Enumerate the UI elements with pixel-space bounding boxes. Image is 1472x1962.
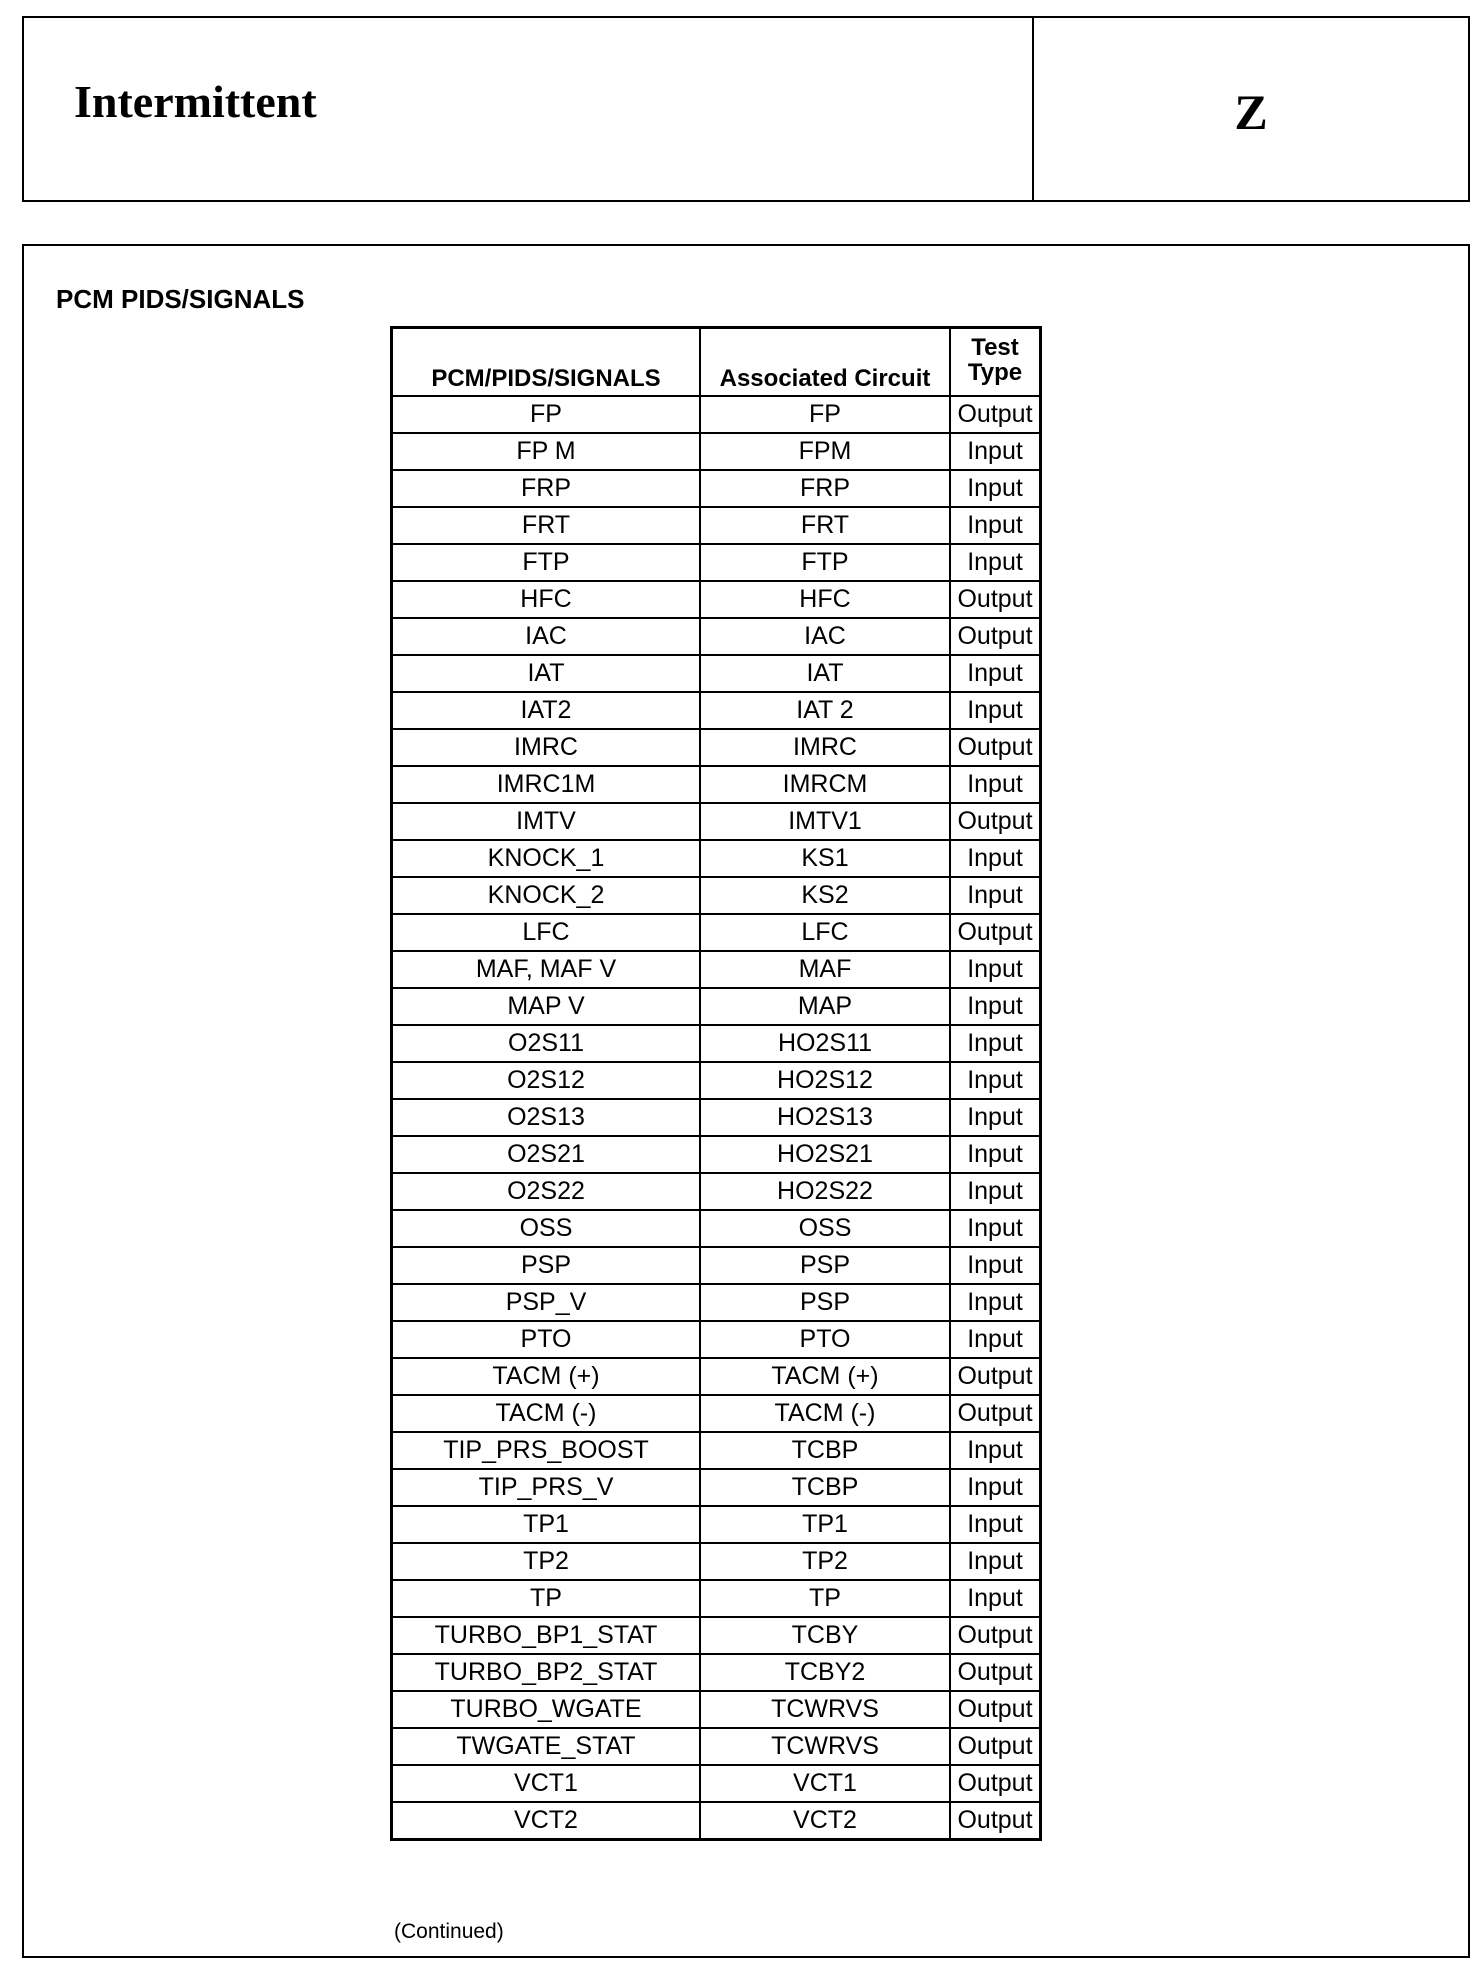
pid-cell: PTO xyxy=(392,1321,701,1358)
pid-cell: TURBO_BP1_STAT xyxy=(392,1617,701,1654)
table-row xyxy=(392,1173,1041,1210)
table-row xyxy=(392,1691,1041,1728)
test-type-cell: Output xyxy=(950,1358,1041,1395)
pid-cell: O2S22 xyxy=(392,1173,701,1210)
column-header-test-type-label: Test Type xyxy=(967,333,1023,386)
circuit-cell: TACM (+) xyxy=(700,1358,950,1395)
circuit-cell: FP xyxy=(700,396,950,433)
circuit-cell: MAP xyxy=(700,988,950,1025)
test-type-cell: Input xyxy=(950,988,1041,1025)
table-row xyxy=(392,729,1041,766)
table-row xyxy=(392,1395,1041,1432)
table-row xyxy=(392,1025,1041,1062)
test-type-cell: Output xyxy=(950,396,1041,433)
pid-cell: IMRC1M xyxy=(392,766,701,803)
test-type-cell: Input xyxy=(950,951,1041,988)
test-type-cell: Input xyxy=(950,1025,1041,1062)
table-row xyxy=(392,1543,1041,1580)
table-row xyxy=(392,1358,1041,1395)
pids-signals-table xyxy=(390,326,1042,1841)
test-type-cell: Output xyxy=(950,729,1041,766)
table-row xyxy=(392,877,1041,914)
circuit-cell: TP2 xyxy=(700,1543,950,1580)
test-type-cell: Input xyxy=(950,1543,1041,1580)
test-type-cell: Input xyxy=(950,544,1041,581)
table-row xyxy=(392,1617,1041,1654)
test-type-cell: Input xyxy=(950,1580,1041,1617)
pid-cell: TWGATE_STAT xyxy=(392,1728,701,1765)
circuit-cell: PTO xyxy=(700,1321,950,1358)
table-row xyxy=(392,1210,1041,1247)
test-type-cell: Input xyxy=(950,1469,1041,1506)
pid-cell: TIP_PRS_BOOST xyxy=(392,1432,701,1469)
circuit-cell: TCBP xyxy=(700,1469,950,1506)
test-type-cell: Output xyxy=(950,914,1041,951)
circuit-cell: LFC xyxy=(700,914,950,951)
page-header xyxy=(22,16,1470,202)
circuit-cell: KS2 xyxy=(700,877,950,914)
test-type-cell: Output xyxy=(950,581,1041,618)
test-type-cell: Input xyxy=(950,1432,1041,1469)
continued-note: (Continued) xyxy=(394,1920,504,1943)
test-type-cell: Output xyxy=(950,1802,1041,1840)
circuit-cell: OSS xyxy=(700,1210,950,1247)
table-row xyxy=(392,396,1041,433)
circuit-cell: HO2S13 xyxy=(700,1099,950,1136)
circuit-cell: TACM (-) xyxy=(700,1395,950,1432)
table-row xyxy=(392,840,1041,877)
page-title: Intermittent xyxy=(24,18,1034,200)
circuit-cell: TP xyxy=(700,1580,950,1617)
table-row xyxy=(392,470,1041,507)
section-code: Z xyxy=(1234,84,1268,140)
test-type-cell: Input xyxy=(950,877,1041,914)
pid-cell: PSP xyxy=(392,1247,701,1284)
table-row xyxy=(392,1136,1041,1173)
pid-cell: IAT2 xyxy=(392,692,701,729)
circuit-cell: TCBP xyxy=(700,1432,950,1469)
pid-cell: IMRC xyxy=(392,729,701,766)
test-type-cell: Input xyxy=(950,1506,1041,1543)
pid-cell: TURBO_BP2_STAT xyxy=(392,1654,701,1691)
test-type-cell: Input xyxy=(950,1210,1041,1247)
pid-cell: O2S12 xyxy=(392,1062,701,1099)
table-row xyxy=(392,581,1041,618)
table-row xyxy=(392,1469,1041,1506)
pid-cell: VCT1 xyxy=(392,1765,701,1802)
test-type-cell: Output xyxy=(950,1691,1041,1728)
test-type-cell: Output xyxy=(950,803,1041,840)
table-header-row xyxy=(392,328,1041,397)
circuit-cell: VCT2 xyxy=(700,1802,950,1840)
table-row xyxy=(392,1506,1041,1543)
circuit-cell: IMTV1 xyxy=(700,803,950,840)
table-row xyxy=(392,1802,1041,1840)
circuit-cell: IMRCM xyxy=(700,766,950,803)
table-body xyxy=(392,396,1041,1840)
table-row xyxy=(392,1099,1041,1136)
test-type-cell: Input xyxy=(950,1062,1041,1099)
pid-cell: KNOCK_1 xyxy=(392,840,701,877)
pid-cell: FRT xyxy=(392,507,701,544)
pid-cell: TP2 xyxy=(392,1543,701,1580)
test-type-cell: Output xyxy=(950,1395,1041,1432)
circuit-cell: TCBY2 xyxy=(700,1654,950,1691)
table-row xyxy=(392,1765,1041,1802)
pid-cell: OSS xyxy=(392,1210,701,1247)
pid-cell: IMTV xyxy=(392,803,701,840)
table-row xyxy=(392,1728,1041,1765)
test-type-cell: Input xyxy=(950,507,1041,544)
test-type-cell: Input xyxy=(950,655,1041,692)
table-row xyxy=(392,951,1041,988)
table-row xyxy=(392,1247,1041,1284)
column-header-pids: PCM/PIDS/SIGNALS xyxy=(392,328,701,397)
table-row xyxy=(392,433,1041,470)
circuit-cell: PSP xyxy=(700,1284,950,1321)
circuit-cell: IAT xyxy=(700,655,950,692)
test-type-cell: Input xyxy=(950,1247,1041,1284)
pid-cell: IAT xyxy=(392,655,701,692)
circuit-cell: IAC xyxy=(700,618,950,655)
circuit-cell: FRT xyxy=(700,507,950,544)
table-row xyxy=(392,1284,1041,1321)
test-type-cell: Output xyxy=(950,1654,1041,1691)
column-header-circuit: Associated Circuit xyxy=(700,328,950,397)
test-type-cell: Output xyxy=(950,1765,1041,1802)
test-type-cell: Input xyxy=(950,1321,1041,1358)
pid-cell: FP xyxy=(392,396,701,433)
pid-cell: KNOCK_2 xyxy=(392,877,701,914)
pid-cell: LFC xyxy=(392,914,701,951)
pid-cell: TACM (+) xyxy=(392,1358,701,1395)
pid-cell: TIP_PRS_V xyxy=(392,1469,701,1506)
circuit-cell: TCWRVS xyxy=(700,1728,950,1765)
circuit-cell: TCWRVS xyxy=(700,1691,950,1728)
pid-cell: MAP V xyxy=(392,988,701,1025)
table-row xyxy=(392,1580,1041,1617)
circuit-cell: HO2S21 xyxy=(700,1136,950,1173)
circuit-cell: TP1 xyxy=(700,1506,950,1543)
pid-cell: FRP xyxy=(392,470,701,507)
table-row xyxy=(392,692,1041,729)
table-row xyxy=(392,655,1041,692)
table-row xyxy=(392,803,1041,840)
circuit-cell: MAF xyxy=(700,951,950,988)
table-row xyxy=(392,1654,1041,1691)
circuit-cell: HO2S11 xyxy=(700,1025,950,1062)
test-type-cell: Input xyxy=(950,433,1041,470)
pid-cell: PSP_V xyxy=(392,1284,701,1321)
circuit-cell: IAT 2 xyxy=(700,692,950,729)
test-type-cell: Input xyxy=(950,1284,1041,1321)
pid-cell: FTP xyxy=(392,544,701,581)
pid-cell: TACM (-) xyxy=(392,1395,701,1432)
table-row xyxy=(392,1321,1041,1358)
circuit-cell: FPM xyxy=(700,433,950,470)
column-header-test-type xyxy=(950,328,1041,397)
circuit-cell: HO2S22 xyxy=(700,1173,950,1210)
circuit-cell: FTP xyxy=(700,544,950,581)
table-row xyxy=(392,914,1041,951)
table-row xyxy=(392,988,1041,1025)
table-row xyxy=(392,544,1041,581)
table-row xyxy=(392,618,1041,655)
circuit-cell: PSP xyxy=(700,1247,950,1284)
pid-cell: FP M xyxy=(392,433,701,470)
pid-cell: TP xyxy=(392,1580,701,1617)
pid-cell: HFC xyxy=(392,581,701,618)
pid-cell: TP1 xyxy=(392,1506,701,1543)
pid-cell: O2S13 xyxy=(392,1099,701,1136)
table-row xyxy=(392,1432,1041,1469)
test-type-cell: Output xyxy=(950,1728,1041,1765)
circuit-cell: HFC xyxy=(700,581,950,618)
pid-cell: O2S11 xyxy=(392,1025,701,1062)
section-title: PCM PIDS/SIGNALS xyxy=(56,284,305,314)
test-type-cell: Output xyxy=(950,618,1041,655)
circuit-cell: IMRC xyxy=(700,729,950,766)
circuit-cell: FRP xyxy=(700,470,950,507)
circuit-cell: TCBY xyxy=(700,1617,950,1654)
table-row xyxy=(392,766,1041,803)
test-type-cell: Input xyxy=(950,1136,1041,1173)
circuit-cell: VCT1 xyxy=(700,1765,950,1802)
table-row xyxy=(392,1062,1041,1099)
test-type-cell: Input xyxy=(950,840,1041,877)
pid-cell: O2S21 xyxy=(392,1136,701,1173)
test-type-cell: Input xyxy=(950,692,1041,729)
test-type-cell: Input xyxy=(950,1173,1041,1210)
pid-cell: IAC xyxy=(392,618,701,655)
pid-cell: MAF, MAF V xyxy=(392,951,701,988)
circuit-cell: KS1 xyxy=(700,840,950,877)
test-type-cell: Input xyxy=(950,1099,1041,1136)
test-type-cell: Input xyxy=(950,766,1041,803)
table-row xyxy=(392,507,1041,544)
circuit-cell: HO2S12 xyxy=(700,1062,950,1099)
test-type-cell: Output xyxy=(950,1617,1041,1654)
content-frame xyxy=(22,244,1470,1958)
pid-cell: VCT2 xyxy=(392,1802,701,1840)
test-type-cell: Input xyxy=(950,470,1041,507)
pid-cell: TURBO_WGATE xyxy=(392,1691,701,1728)
